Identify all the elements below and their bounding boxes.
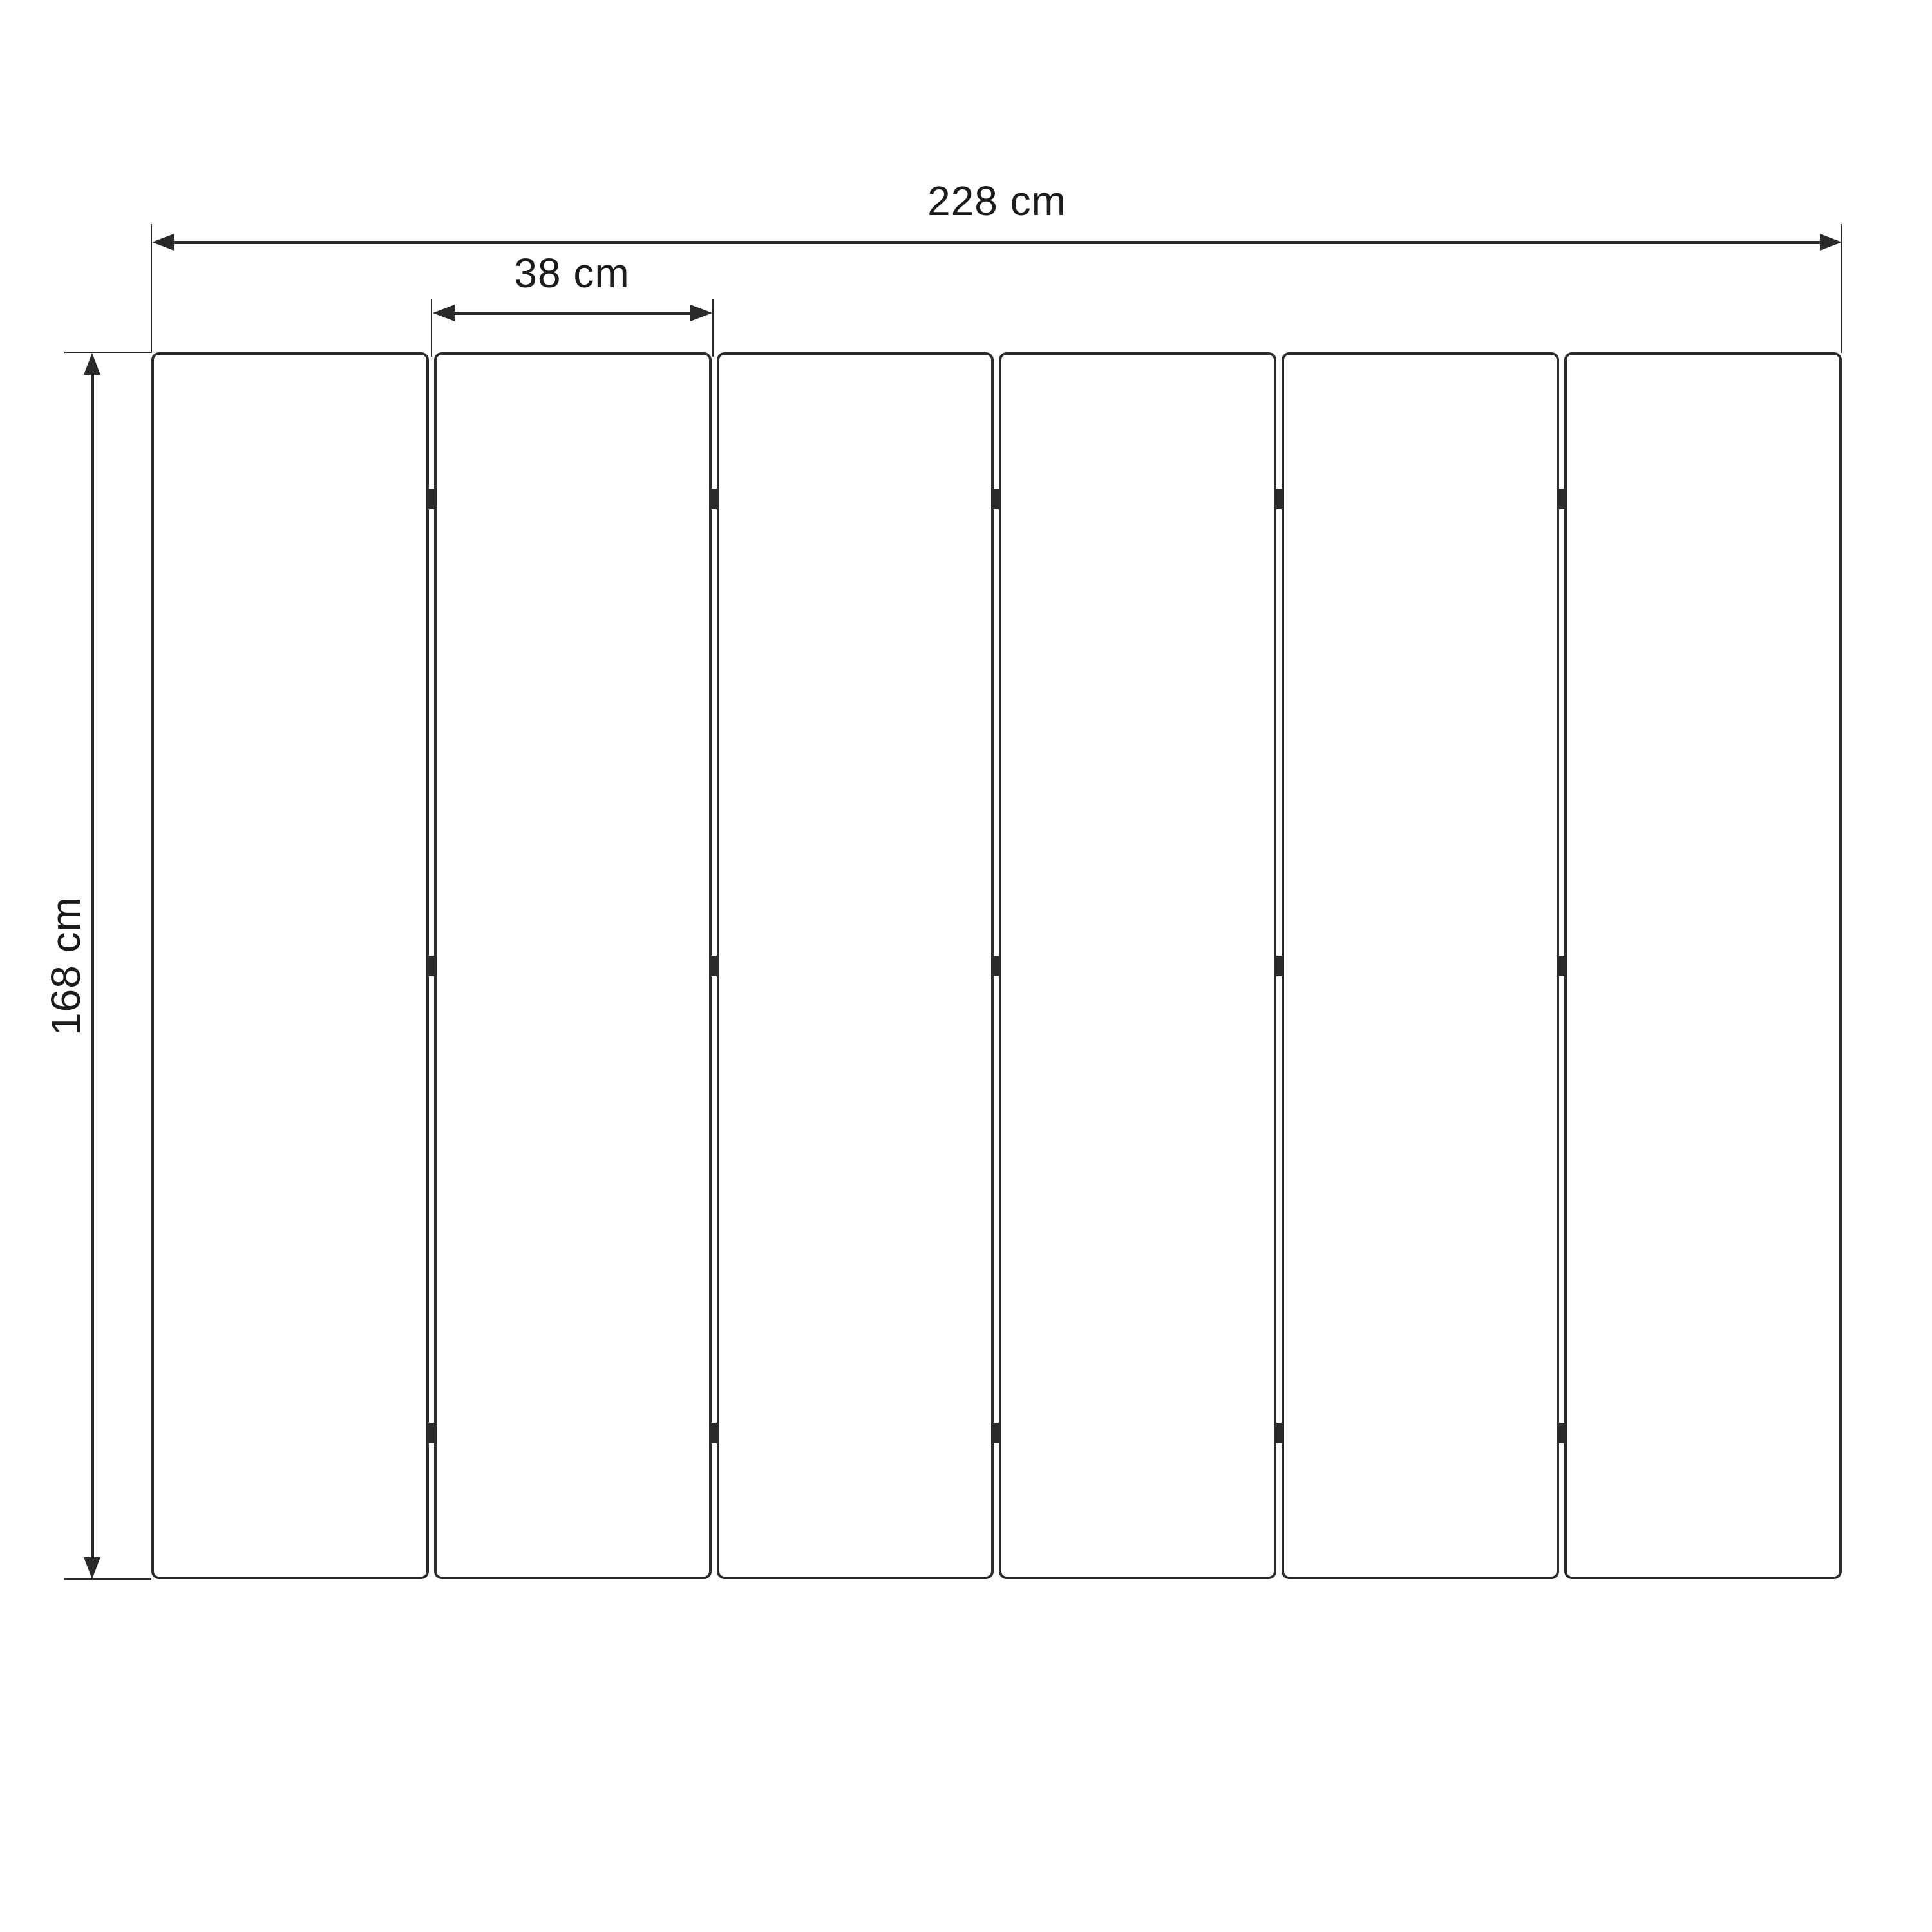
hinge [1558, 1423, 1566, 1443]
panel [151, 352, 429, 1579]
hinge [1558, 956, 1566, 976]
panel [1564, 352, 1842, 1579]
extension-line-panel-width-left [431, 299, 432, 357]
arrowhead-down-icon [84, 1557, 100, 1579]
height-label: 168 cm [43, 896, 89, 1036]
total-width-label: 228 cm [927, 178, 1066, 224]
panel [717, 352, 994, 1579]
hinge [1275, 956, 1283, 976]
arrowhead-left-icon [152, 234, 174, 251]
hinge [428, 1423, 435, 1443]
hinge [1275, 1423, 1283, 1443]
extension-line-height-bottom [64, 1578, 151, 1580]
hinge [993, 489, 1001, 509]
dimension-line-height [91, 371, 94, 1561]
arrowhead-left-icon [433, 305, 455, 321]
panel [434, 352, 712, 1579]
hinge [710, 489, 718, 509]
arrowhead-right-icon [1820, 234, 1842, 251]
hinge [710, 1423, 718, 1443]
arrowhead-right-icon [690, 305, 712, 321]
hinge [1558, 489, 1566, 509]
panel-width-label: 38 cm [514, 250, 630, 296]
panel [999, 352, 1276, 1579]
extension-line-panel-width-right [712, 299, 714, 357]
panel [1282, 352, 1559, 1579]
extension-line-height-top [64, 352, 151, 353]
hinge [993, 956, 1001, 976]
hinge [1275, 489, 1283, 509]
hinge [710, 956, 718, 976]
hinge [428, 489, 435, 509]
dimension-line-panel-width [451, 312, 693, 315]
hinge [428, 956, 435, 976]
arrowhead-up-icon [84, 353, 100, 375]
dimension-line-total-width [169, 241, 1828, 244]
hinge [993, 1423, 1001, 1443]
